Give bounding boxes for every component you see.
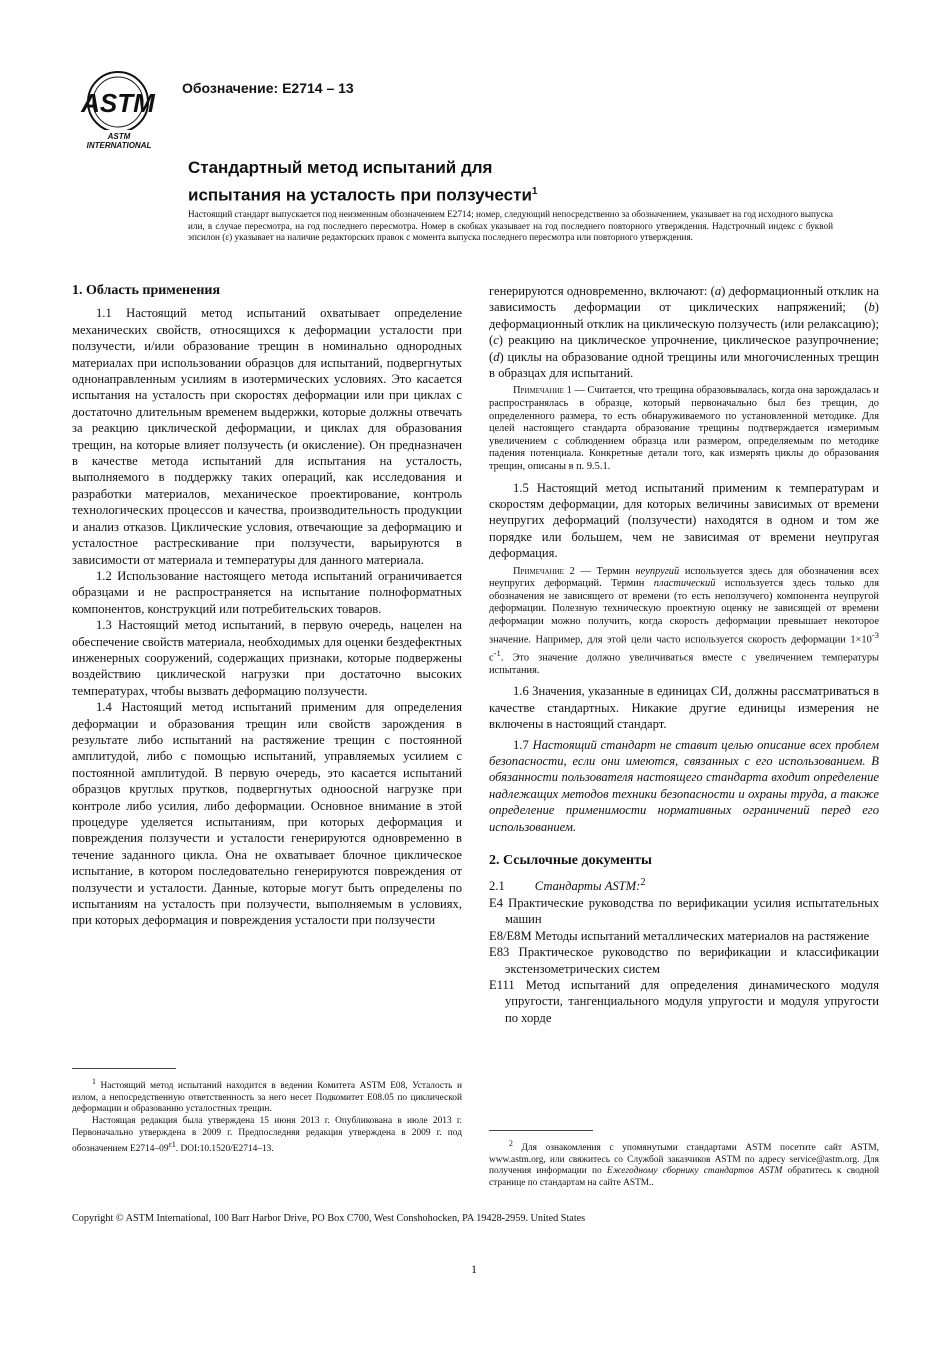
- note-2-a: — Термин: [574, 565, 636, 577]
- note-1-text: — Считается, что трещина образовывалась, когда она зарождалась и распространялась в образце, который первоначально был без трещин, до определенного размера, то есть обнаруживаемого по установленной методике. Для целей настоящего стандарта образование трещины подтверждается измеримым увеличением с соблюдением образца или размером, определяемым по методике падения потенциала. Конкретные детали того, как измерять циклы до образования трещин, описаны в п. 9.5.1.: [489, 385, 879, 472]
- svg-text:ASTM: ASTM: [81, 88, 155, 118]
- document-designation: Обозначение: E2714 – 13: [182, 80, 354, 96]
- p14-cont-d: ) реакцию на циклическое упрочнение, циклическое разупрочнение; (: [489, 333, 879, 364]
- p14-cont-c: ) деформационный отклик на циклическую ползучесть (или релаксацию); (: [489, 300, 879, 348]
- reference-e83: E83 Практическое руководство по верификации и классификации экстензометрических систем: [489, 945, 879, 976]
- p14-item-d: d: [493, 349, 500, 364]
- note-2-term-plastic: пластический: [653, 578, 716, 590]
- footnote-2-text-b: обратитесь к сводной странице по стандартам на сайте ASTM..: [489, 1166, 880, 1188]
- p14-item-b: b: [868, 300, 875, 315]
- note-2: [489, 566, 879, 678]
- paragraph-1-5: 1.5 Настоящий метод испытаний применим к температурам и скоростям деформации, для которых величины зависимых от времени неупругих деформаций (ползучести) находятся в одном и том же порядке или большем, чем не зависимая от времени неупругая деформация.: [489, 480, 879, 561]
- copyright-line: Copyright © ASTM International, 100 Barr Harbor Drive, PO Box C700, West Conshohocken, PA 19428-2959. United States: [72, 1213, 586, 1224]
- footnote-1-mark: 1: [92, 1077, 96, 1086]
- section-2-heading: 2. Ссылочные документы: [489, 852, 652, 868]
- paragraph-1-3: 1.3 Настоящий метод испытаний, в первую очередь, нацелен на обеспечение свойств материала, необходимых для оценки бездефектных инженерных сооружений, содержащих признаки, которые подвержены воздействию циклической нагрузки при достаточно высоких температурах, чтобы вызвать деформацию ползучести.: [72, 618, 462, 698]
- p14-item-c: c: [493, 333, 499, 348]
- note-2-d: с: [489, 652, 494, 664]
- astm-logo: [78, 68, 160, 148]
- note-2-sup-2: -1: [493, 647, 501, 658]
- note-1: [489, 385, 879, 473]
- note-2-label: Примечание 2: [513, 565, 575, 577]
- reference-e111: E111 Метод испытаний для определения динамического модуля упругости, тангенциального модуля упругости и модуля упругости по хорде: [489, 978, 879, 1025]
- item-2-1-text: Стандарты ASTM:: [534, 879, 641, 894]
- p14-cont-a: генерируются одновременно, включают: (: [489, 284, 715, 298]
- footnote-divider: [72, 1068, 176, 1069]
- paragraph-1-7-number: 1.7: [513, 737, 533, 752]
- p14-item-a: a: [714, 284, 722, 298]
- footnote-2-italic: Ежегодному сборнику стандартов ASTM: [606, 1166, 783, 1177]
- paragraph-1-4-continued: [489, 283, 879, 381]
- document-title: [188, 156, 788, 208]
- item-2-1-footnote-mark: 2: [640, 877, 646, 889]
- footnote-2: [489, 1138, 879, 1190]
- left-column: [72, 283, 462, 929]
- title-line-2: [188, 180, 788, 208]
- footnote-2-block: [489, 1130, 879, 1190]
- reference-e4: E4 Практические руководства по верификации усилия испытательных машин: [489, 895, 879, 927]
- footnote-1-approval: Настоящая редакция была утверждена 15 июня 2013 г. Опубликована в июле 2013 г. Первоначально утверждена в 2009 г. Предпоследняя редакция утверждена в 2009 г. под обозначением E2714–09: [72, 1115, 462, 1155]
- footnote-2-text-a: Для ознакомления с упомянутыми стандартами ASTM посетите сайт ASTM, www.astm.org, или свяжитесь со Службой заказчиков ASTM по адресу service@astm.org. Для получения информации по: [489, 1143, 879, 1177]
- note-2-b: используется здесь для обозначения всех неупругих деформаций. Термин: [489, 565, 879, 590]
- p14-cont-e: ) циклы на образование одной трещины или многочисленных трещин в образцах для испытаний.: [489, 349, 879, 381]
- note-1-label: Примечание 1: [513, 385, 572, 397]
- note-2-term-inelastic: неупругий: [635, 565, 680, 577]
- standard-notice: Настоящий стандарт выпускается под неизменным обозначением E2714; номер, следующий непосредственно за обозначением, указывает на год исходного выпуска или, в случае пересмотра, на год последнего пересмотра. Номер в скобках указывает на год последнего повторного утверждения. Надстрочный индекс с буквой эпсилон (ε) указывает на наличие редакторских правок с момента выпуска последнего пересмотра или повторного утверждения.: [188, 209, 833, 243]
- footnote-2-mark: 2: [509, 1139, 513, 1148]
- section-1-heading: 1. Область применения: [72, 283, 221, 298]
- note-2-sup-1: -3: [871, 629, 879, 640]
- title-footnote-mark: 1: [531, 186, 538, 197]
- footnote-1: [72, 1076, 462, 1156]
- reference-e8: E8/E8M Методы испытаний металлических материалов на растяжение: [489, 928, 870, 943]
- footnote-divider-2: [489, 1130, 593, 1131]
- footnote-1-doi: . DOI:10.1520/E2714–13.: [175, 1144, 274, 1155]
- page-number: 1: [471, 1262, 477, 1276]
- title-line-2-text: испытания на усталость при ползучести: [188, 185, 532, 205]
- paragraph-1-7: [489, 737, 879, 835]
- logo-caption: ASTM INTERNATIONAL: [86, 132, 152, 150]
- paragraph-1-4: 1.4 Настоящий метод испытаний применим для определения деформации и образования трещин или свойств зарождения в результате либо испытаний на растяжение трещин с постоянной амплитудой, либо с помощью испытаний, управляемых усилием с постоянной амплитудой. В первую очередь, это касается испытаний образцов круглых прутков, подвергнутых одноосной нагрузке при контроле либо усилия, либо деформации. Основное внимание в этой процедуре уделяется испытаниям, при которых деформация и повреждения ползучести и усталости генерируются одновременно в течение заданного цикла. Она не охватывает блочное циклическое испытание, в котором последовательно генерируются повреждения от ползучести и усталости. Данные, которые могут быть определены по испытаниям на усталость при ползучести, выполняемым в условиях, при которых деформация и повреждения усталости при ползучести: [72, 700, 462, 928]
- right-column: [489, 283, 879, 1026]
- footnote-1-block: [72, 1068, 462, 1156]
- paragraph-1-2: 1.2 Использование настоящего метода испытаний ограничивается образцами и не распространяется на испытание полноформатных компонентов, конструкций или потребительских товаров.: [72, 568, 462, 616]
- paragraph-1-1: 1.1 Настоящий метод испытаний охватывает определение механических свойств, относящихся к деформации усталости при ползучести, и/или образование трещин в номинально однородных материалах при использовании образцов для испытаний, подвергнутых однонаправленным усилиям в изотермических условиях. Это касается испытания на усталость при скоростях деформации или при циклах с достаточно длительным временем выдержки, которые должны отвечать за реакцию циклической деформации, и циклах для образования трещин, на которые влияет ползучесть (и окисление). Он предназначен в качестве метода испытаний для испытания на усталость, выполняемого в поддержку таких операций, как исследования и разработки материалов, механическое проектирование, контроль технологических процессов и качества, производительность продукции и анализ отказов. Циклические условия, отвечающие за деформацию и усталостное растрескивание при ползучести, варьируются в зависимости от материала и температуры для данного материала.: [72, 306, 462, 567]
- note-2-e: . Это значение должно увеличиваться вместе с увеличением температуры испытания.: [489, 652, 879, 676]
- paragraph-1-7-text: Настоящий стандарт не ставит целью описание всех проблем безопасности, если они имеются, связанных с его использованием. В обязанности пользователя настоящего стандарта входит определение надлежащих методов техники безопасности и охраны труда, а также определение применимости нормативных ограничений перед его использованием.: [489, 737, 879, 834]
- paragraph-1-6: 1.6 Значения, указанные в единицах СИ, должны рассматриваться в качестве стандартных. Никакие другие единицы измерения не включены в настоящий стандарт.: [489, 684, 879, 732]
- item-2-1-number: 2.1: [489, 879, 505, 894]
- footnote-1-text: Настоящий метод испытаний находится в ведении Комитета ASTM E08, Усталость и излом, а непосредственную ответственность за него несет Подкомитет E08.05 по циклической деформации и образованию усталостных трещин.: [72, 1081, 462, 1115]
- note-2-c: используется здесь только для обозначения не зависящего от времени (то есть неползучего) компонента неупругой деформации. Полезную техническую проектную оценку не зависящей от времени деформации можно получить, когда скорость деформации превышает некоторое значение. Например, для этой цели часто используется скорость деформации 1×10: [489, 578, 880, 646]
- footnote-1-epsilon: ε1: [168, 1140, 176, 1150]
- title-line-1: Стандартный метод испытаний для: [188, 158, 493, 177]
- item-2-1: [489, 875, 879, 895]
- p14-cont-b: ) деформационный отклик на зависимость деформации от циклических напряжений; (: [489, 284, 879, 315]
